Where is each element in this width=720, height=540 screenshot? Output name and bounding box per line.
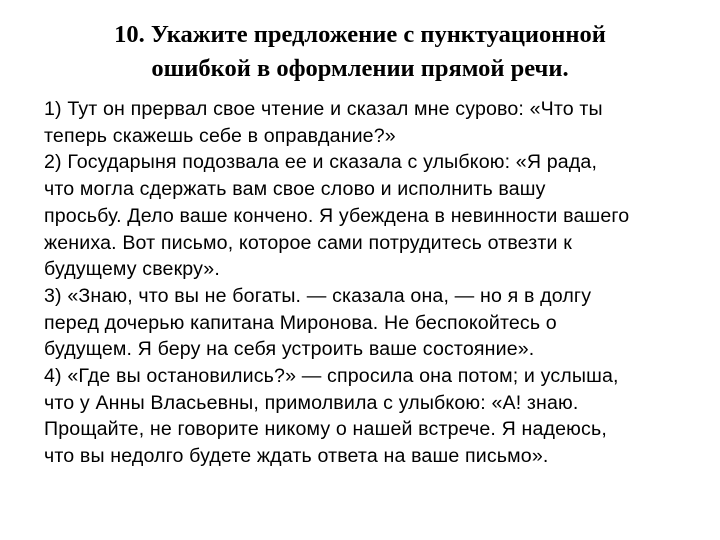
option-2 (44, 149, 694, 283)
option-1-line: теперь скажешь себе в оправдание?» (44, 124, 396, 147)
option-4-line: 4) «Где вы остановились?» — спросила она потом; и услыша, (44, 365, 619, 388)
option-4-line: Прощайте, не говорите никому о нашей встрече. Я надеюсь, (44, 418, 607, 441)
option-3-line: будущем. Я беру на себя устроить ваше состояние». (44, 338, 535, 361)
option-3-line: 3) «Знаю, что вы не богаты. — сказала она, — но я в долгу (44, 284, 592, 307)
option-3 (44, 283, 694, 363)
option-2-line: жениха. Вот письмо, которое сами потрудитесь отвезти к (44, 231, 572, 254)
option-4 (44, 363, 694, 470)
option-3-line: перед дочерью капитана Миронова. Не беспокойтесь о (44, 311, 557, 334)
title-line: ошибкой в оформлении прямой речи. (151, 55, 569, 82)
option-2-line: 2) Государыня подозвала ее и сказала с улыбкою: «Я рада, (44, 151, 598, 174)
option-2-line: что могла сдержать вам свое слово и исполнить вашу (44, 178, 546, 201)
option-2-line: будущему свекру». (44, 258, 220, 281)
option-1 (44, 96, 694, 149)
option-1-line: 1) Тут он прервал свое чтение и сказал мне сурово: «Что ты (44, 98, 603, 120)
title-line: 10. Укажите предложение с пунктуационной (114, 21, 606, 48)
question-title (40, 18, 680, 86)
option-4-line: что вы недолго будете ждать ответа на ваше письмо». (44, 445, 549, 468)
answer-options (44, 96, 694, 470)
option-4-line: что у Анны Власьевны, примолвила с улыбкою: «А! знаю. (44, 391, 579, 414)
option-2-line: просьбу. Дело ваше кончено. Я убеждена в невинности вашего (44, 204, 630, 227)
